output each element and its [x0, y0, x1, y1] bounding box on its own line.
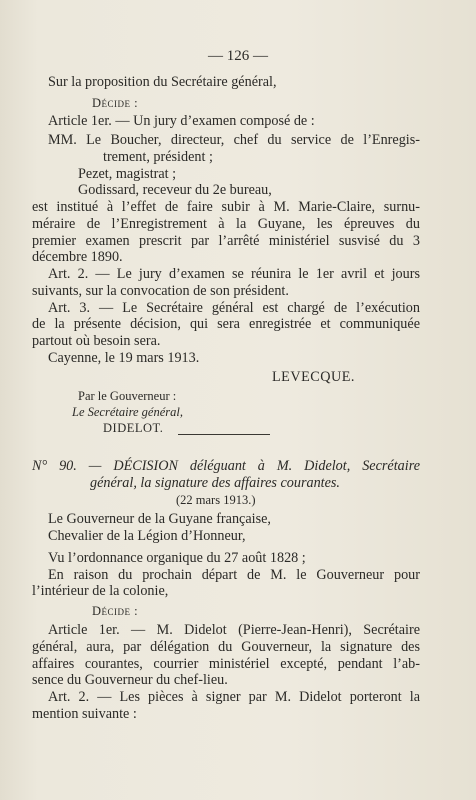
text-line: suivants, sur la convocation de son président. [32, 283, 289, 299]
text-line: de la présente décision, qui sera enregistrée et communiquée [32, 316, 420, 332]
signature-name: DIDELOT. [103, 421, 164, 435]
text-line: premier examen prescrit par l’arrêté ministériel susvisé du 3 [32, 233, 420, 249]
text-line: Le Secrétaire général, [72, 405, 183, 419]
text-line: MM. Le Boucher, directeur, chef du service de l’Enregis- [48, 132, 420, 148]
text-line: Godissard, receveur du 2e bureau, [78, 182, 272, 198]
text-line: affaires courantes, courrier ministériel excepté, pendant l’ab- [32, 656, 420, 672]
text-line: Pezet, magistrat ; [78, 166, 177, 182]
text-line: l’intérieur de la colonie, [32, 583, 169, 599]
text-line: Art. 3. — Le Secrétaire général est chargé de l’exécution [48, 300, 420, 316]
text-line: Le Gouverneur de la Guyane française, [48, 511, 271, 527]
signature-name: LEVECQUE. [272, 369, 355, 385]
text-line: Sur la proposition du Secrétaire général, [48, 74, 277, 90]
text-line: Art. 2. — Les pièces à signer par M. Didelot porteront la [48, 689, 420, 705]
text-line: mention suivante : [32, 706, 137, 722]
text-line: partout où besoin sera. [32, 333, 161, 349]
text-line: Art. 2. — Le jury d’examen se réunira le 1er avril et jours [48, 266, 420, 282]
text-line: Par le Gouverneur : [78, 389, 177, 403]
heading-decide: Décide : [92, 604, 139, 618]
text-line: Chevalier de la Légion d’Honneur, [48, 528, 246, 544]
text-line: trement, président ; [103, 149, 213, 165]
text-line: est institué à l’effet de faire subir à M. Marie-Claire, surnu- [32, 199, 420, 215]
text-line: sence du Gouverneur du chef-lieu. [32, 672, 228, 688]
page-number: — 126 — [208, 48, 268, 64]
text-line: Vu l’ordonnance organique du 27 août 1828 ; [48, 550, 306, 566]
text-line: En raison du prochain départ de M. le Gouverneur pour [48, 567, 420, 583]
decision-title: N° 90. — DÉCISION déléguant à M. Didelot, Secrétaire [32, 458, 420, 474]
text-line: décembre 1890. [32, 249, 123, 265]
text-line: Article 1er. — Un jury d’examen composé de : [48, 113, 315, 129]
text-line: Article 1er. — M. Didelot (Pierre-Jean-Henri), Secrétaire [48, 622, 420, 638]
place-date: Cayenne, le 19 mars 1913. [48, 350, 200, 366]
text-line: général, aura, par délégation du Gouverneur, la signature des [32, 639, 420, 655]
separator-rule [178, 434, 270, 435]
decision-date: (22 mars 1913.) [176, 493, 256, 507]
heading-decide: Décide : [92, 96, 139, 110]
decision-title: général, la signature des affaires courantes. [90, 475, 340, 491]
text-line: méraire de l’Enregistrement à la Guyane, les épreuves du [32, 216, 420, 232]
